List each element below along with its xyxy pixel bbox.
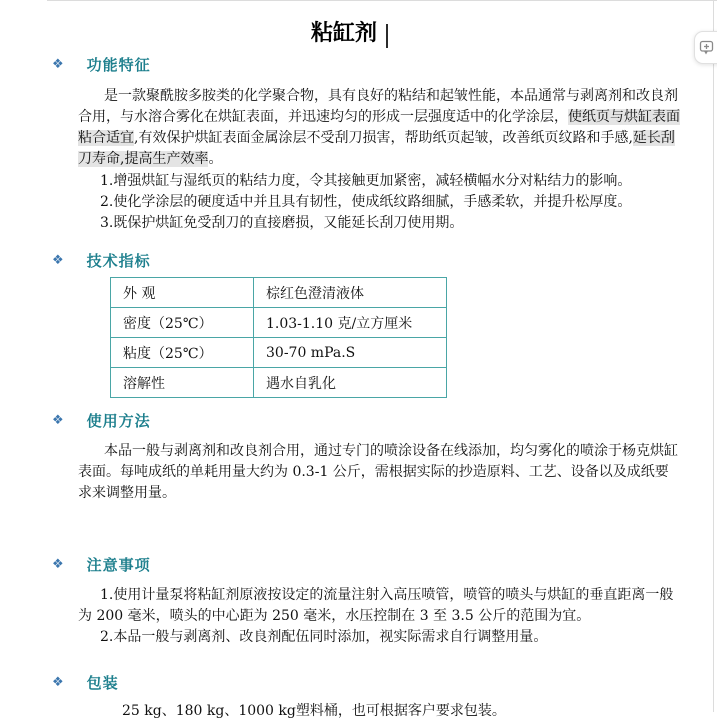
- spec-name-cell: 粘度（25℃）: [111, 338, 254, 368]
- features-intro-paragraph: 是一款聚酰胺多胺类的化学聚合物，具有良好的粘结和起皱性能，本品通常与剥离剂和改良剂合用，与水溶合雾化在烘缸表面，并迅速均匀的形成一层强度适中的化学涂层，使纸页与烘缸表面粘合适宜,有效保护烘缸表面金属涂层不受刮刀损害，帮助纸页起皱，改善纸页纹路和手感,延长刮刀寿命,提高生产效率。: [78, 88, 680, 167]
- features-item-3: 3.既保护烘缸免受刮刀的直接磨损，又能延长刮刀使用期。: [100, 215, 464, 231]
- section-heading-label: 注意事项: [86, 556, 151, 574]
- table-row: [111, 278, 447, 308]
- usage-body: [78, 441, 681, 504]
- section-heading-label: 使用方法: [86, 412, 151, 430]
- diamond-bullet-icon: ❖: [52, 56, 64, 72]
- spec-name-cell: 密度（25℃）: [111, 308, 254, 338]
- annotate-comment-icon: [699, 40, 714, 56]
- notes-body: [78, 585, 681, 648]
- spec-name-cell: 外 观: [111, 278, 254, 308]
- features-item-2: 2.使化学涂层的硬度适中并且具有韧性，使成纸纹路细腻，手感柔软，并提升松厚度。: [100, 194, 632, 210]
- section-heading-label: 包装: [86, 674, 119, 692]
- page-title: 粘缸剂: [310, 20, 377, 46]
- table-row: [111, 338, 447, 368]
- tech-specs-table: [110, 277, 447, 398]
- section-heading-usage: [0, 410, 699, 431]
- spec-value-cell: 遇水自乳化: [254, 368, 447, 398]
- text-cursor: [386, 24, 388, 48]
- features-item-1: 1.增强烘缸与湿纸页的粘结力度，令其接触更加紧密，减轻横幅水分对粘结力的影响。: [100, 173, 632, 189]
- spec-name-cell: 溶解性: [111, 368, 254, 398]
- section-heading-label: 功能特征: [86, 56, 151, 74]
- diamond-bullet-icon: ❖: [52, 674, 64, 690]
- table-row: [111, 368, 447, 398]
- spec-value-cell: 1.03-1.10 克/立方厘米: [254, 308, 447, 338]
- diamond-bullet-icon: ❖: [52, 556, 64, 572]
- right-border-line: [713, 0, 714, 712]
- section-heading-packaging: [0, 672, 699, 693]
- section-heading-features: [0, 54, 699, 75]
- usage-paragraph: 本品一般与剥离剂和改良剂合用，通过专门的喷涂设备在线添加，均匀雾化的喷涂于杨克烘缸表面。每吨成纸的单耗用量大约为 0.3-1 公斤，需根据实际的抄造原料、工艺、设备以及成纸要求来调整用量。: [78, 443, 678, 501]
- notes-item-1: 1.使用计量泵将粘缸剂原液按设定的流量注射入高压喷管，喷管的喷头与烘缸的垂直距离一般为 200 毫米，喷头的中心距为 250 毫米，水压控制在 3 至 3.5 公斤的范围为宜。: [78, 587, 674, 624]
- features-list: [78, 171, 681, 234]
- features-body: [78, 86, 681, 234]
- spec-value-cell: 30-70 mPa.S: [254, 338, 447, 368]
- section-heading-label: 技术指标: [86, 252, 151, 270]
- table-row: [111, 308, 447, 338]
- section-heading-notes: [0, 554, 699, 575]
- title-row: [0, 18, 699, 48]
- top-border-line: [47, 0, 717, 1]
- packaging-paragraph: 25 kg、180 kg、1000 kg塑料桶，也可根据客户要求包装。: [122, 703, 506, 719]
- annotation-tool-button[interactable]: [694, 31, 717, 64]
- spec-value-cell: 棕红色澄清液体: [254, 278, 447, 308]
- notes-item-2: 2.本品一般与剥离剂、改良剂配伍同时添加，视实际需求自行调整用量。: [100, 629, 548, 645]
- diamond-bullet-icon: ❖: [52, 252, 64, 268]
- diamond-bullet-icon: ❖: [52, 412, 64, 428]
- section-heading-specs: [0, 250, 699, 271]
